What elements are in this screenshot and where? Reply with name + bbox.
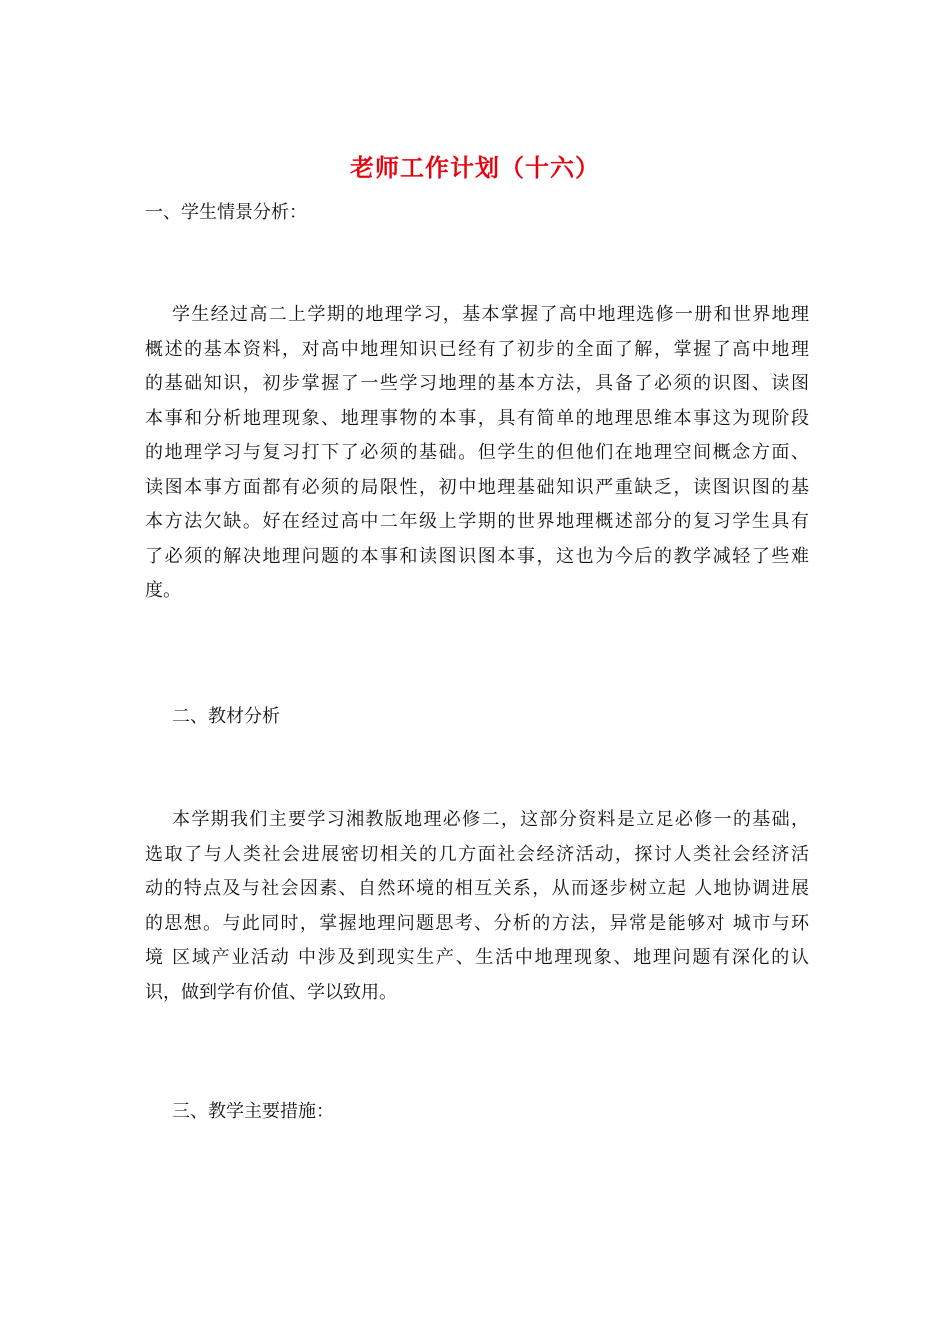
paragraph-student-analysis xyxy=(145,298,809,609)
paragraph-textbook-analysis xyxy=(145,803,809,1010)
paragraph-line: 选取了与人类社会进展密切相关的几方面社会经济活动，探讨人类社会经济活 xyxy=(145,843,809,865)
paragraph-line: 概述的基本资料，对高中地理知识已经有了初步的全面了解，掌握了高中地理 xyxy=(145,338,809,360)
section-heading-student-analysis: 一、学生情景分析： xyxy=(145,202,307,223)
paragraph-line: 本学期我们主要学习湘教版地理必修二，这部分资料是立足必修一的基础， xyxy=(172,809,809,830)
paragraph-line: 动的特点及与社会因素、自然环境的相互关系，从而逐步树立起 人地协调进展 xyxy=(145,878,809,899)
paragraph-line: 度。 xyxy=(145,580,181,601)
paragraph-line: 读图本事方面都有必须的局限性，初中地理基础知识严重缺乏，读图识图的基 xyxy=(145,476,809,498)
paragraph-line: 学生经过高二上学期的地理学习，基本掌握了高中地理选修一册和世界地理 xyxy=(172,304,809,325)
paragraph-line: 了必须的解决地理问题的本事和读图识图本事，这也为今后的教学减轻了些难 xyxy=(145,545,809,567)
document-title: 老师工作计划（十六） xyxy=(350,153,600,182)
section-heading-teaching-measures: 三、教学主要措施： xyxy=(172,1101,334,1122)
section-heading-textbook-analysis: 二、教材分析 xyxy=(172,706,280,727)
paragraph-line: 本事和分析地理现象、地理事物的本事，具有简单的地理思维本事这为现阶段 xyxy=(145,407,809,429)
paragraph-line: 境 区域产业活动 中涉及到现实生产、生活中地理现象、地理问题有深化的认 xyxy=(145,947,809,968)
paragraph-line: 本方法欠缺。好在经过高中二年级上学期的世界地理概述部分的复习学生具有 xyxy=(145,511,809,532)
paragraph-line: 的基础知识，初步掌握了一些学习地理的基本方法，具备了必须的识图、读图 xyxy=(145,373,809,394)
paragraph-line: 的思想。与此同时，掌握地理问题思考、分析的方法，异常是能够对 城市与环 xyxy=(145,912,809,934)
paragraph-line: 识，做到学有价值、学以致用。 xyxy=(145,981,397,1003)
paragraph-line: 的地理学习与复习打下了必须的基础。但学生的但他们在地理空间概念方面、 xyxy=(145,442,809,463)
